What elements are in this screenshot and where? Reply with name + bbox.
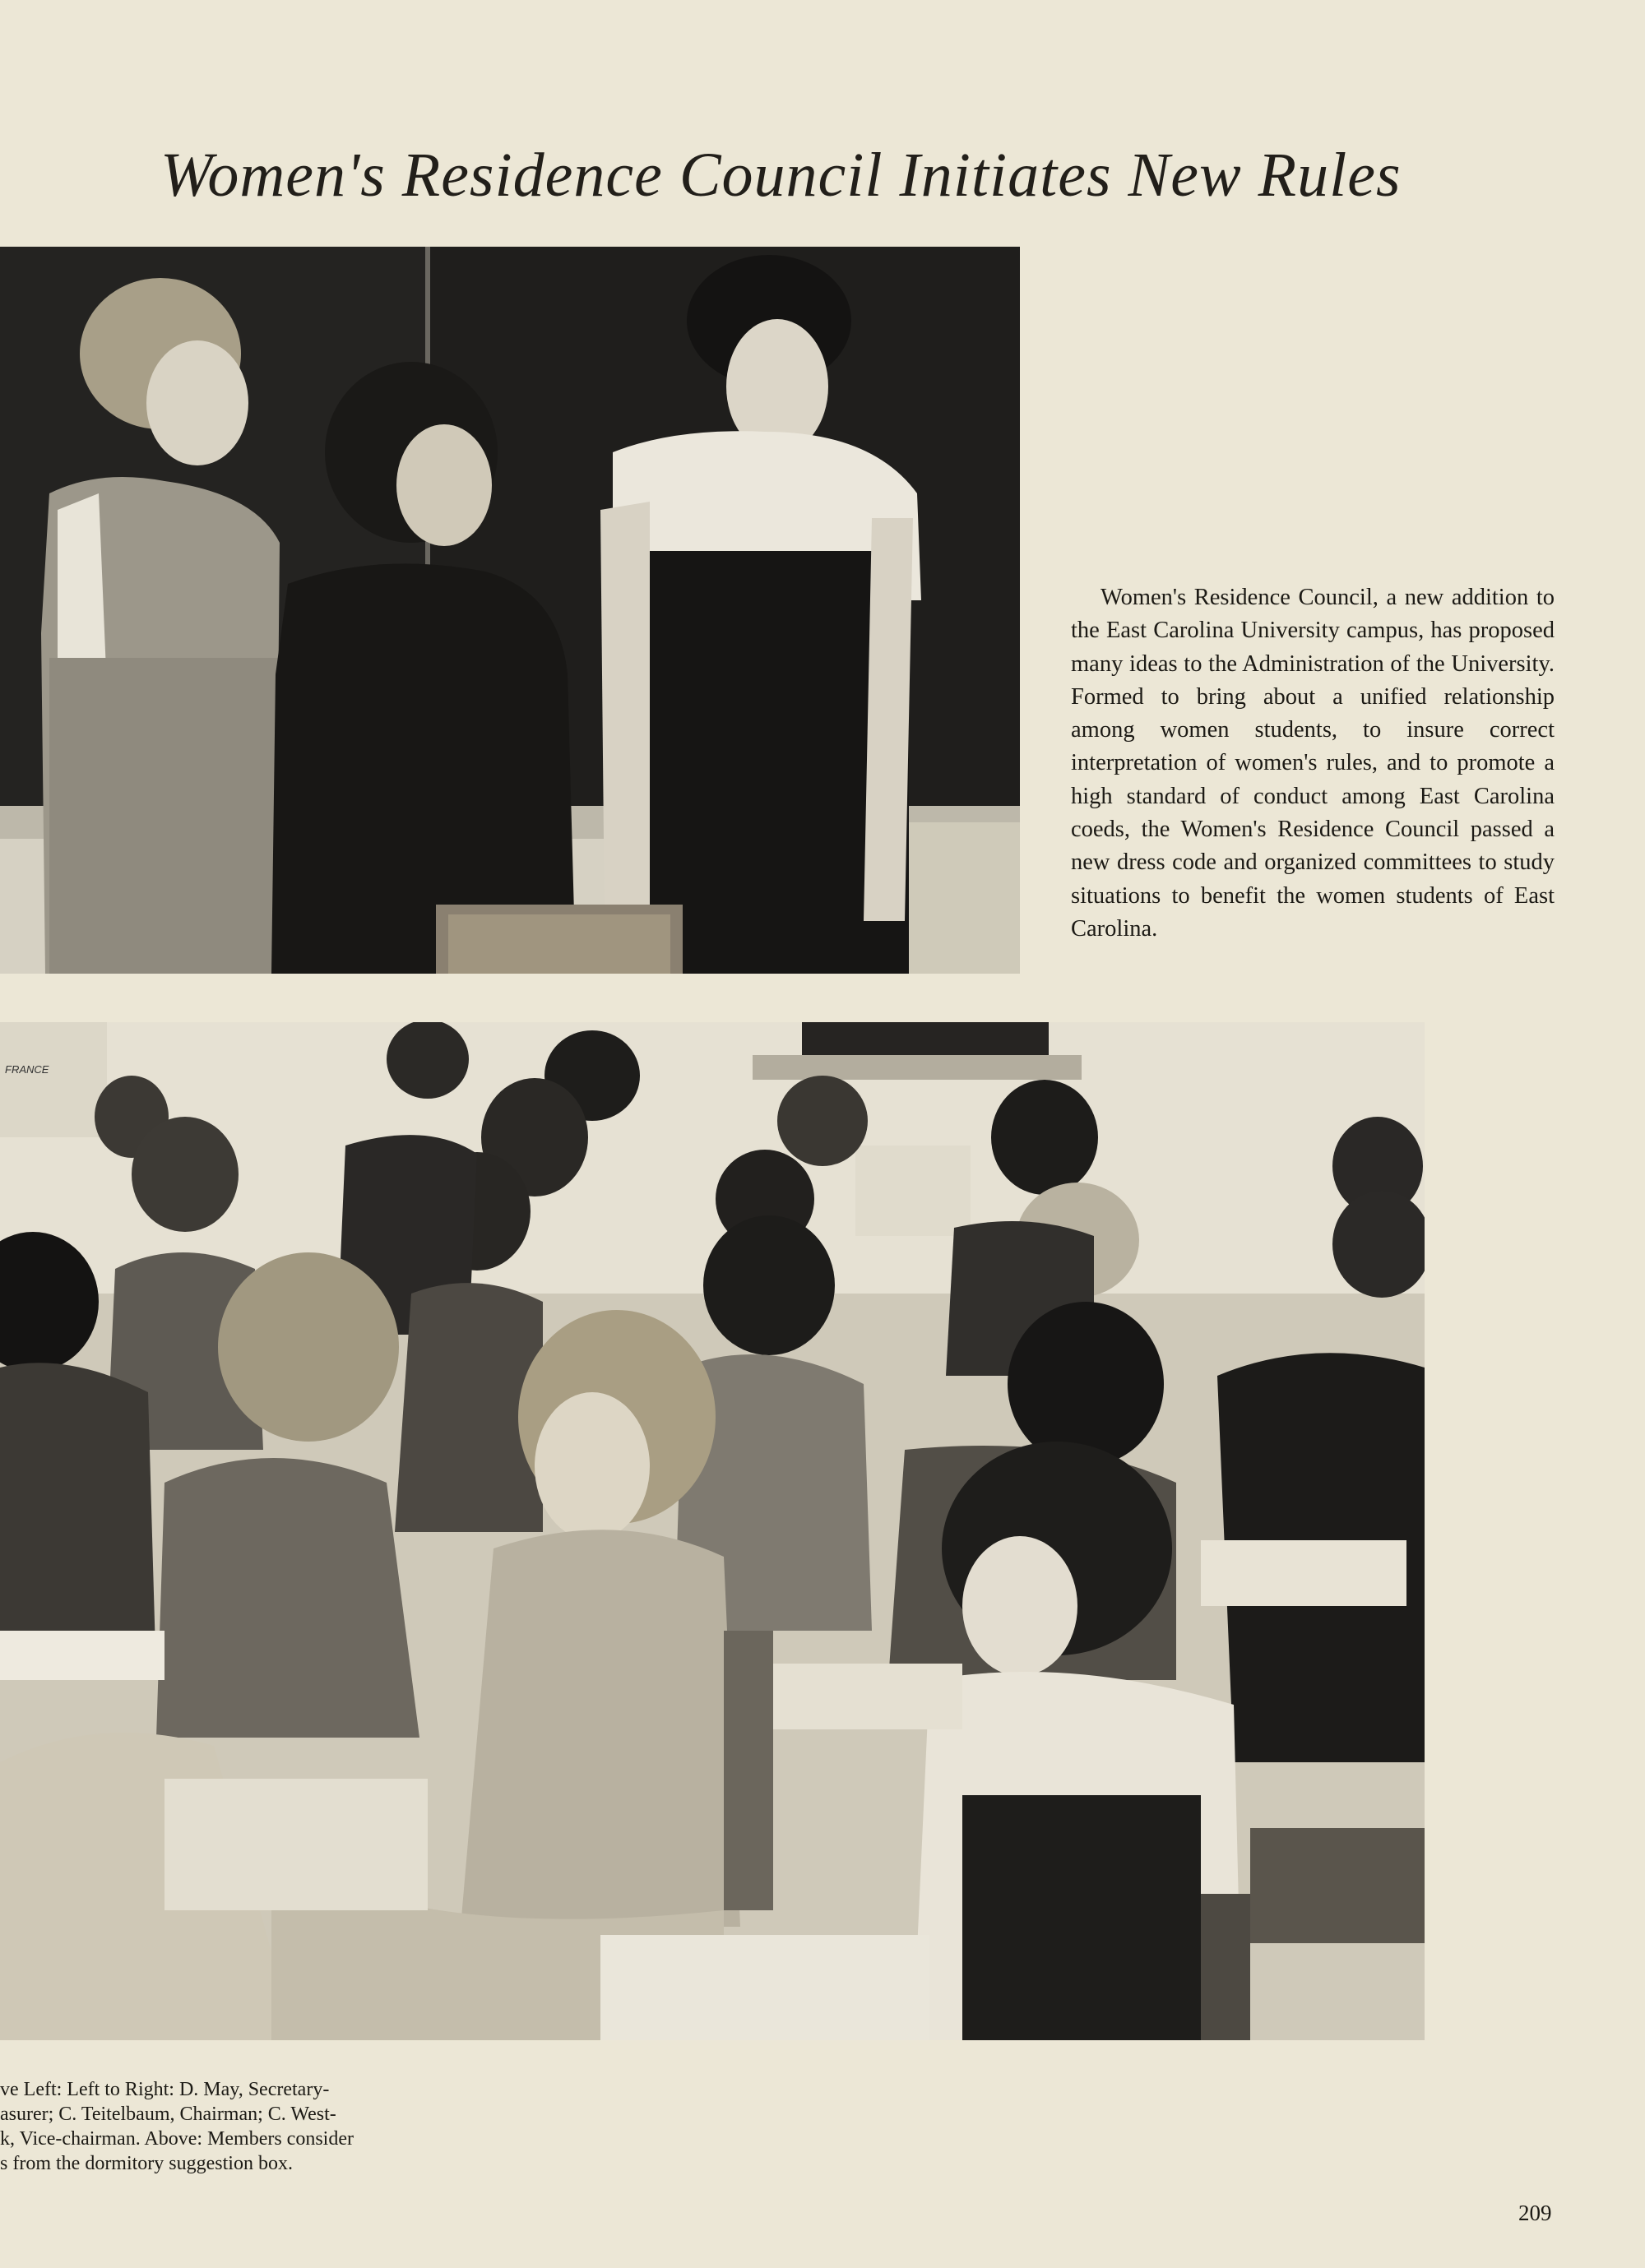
- caption-line: asurer; C. Teitelbaum, Chairman; C. West-: [0, 2104, 336, 2125]
- photo-caption: [0, 2077, 461, 2176]
- page-title: Women's Residence Council Initiates New Rules: [160, 141, 1402, 210]
- members-photo: [0, 1022, 1425, 2040]
- officers-photo: [0, 247, 1020, 974]
- caption-line: k, Vice-chairman. Above: Members consider: [0, 2128, 354, 2150]
- wall-sign-text: FRANCE: [5, 1063, 49, 1076]
- caption-line: ve Left: Left to Right: D. May, Secretary-: [0, 2079, 330, 2100]
- caption-line: s from the dormitory suggestion box.: [0, 2153, 293, 2174]
- article-body: Women's Residence Council, a new addition to the East Carolina University campus, has proposed many ideas to the Administration of the University. Formed to bring about a unified relationship among women students, to insure correct interpretation of women's rules, and to promote a high standard of conduct among East Carolina coeds, the Women's Residence Council passed a new dress code and organized committees to study situations to benefit the women students of East Carolina.: [1071, 585, 1555, 942]
- page-number: 209: [1518, 2201, 1552, 2225]
